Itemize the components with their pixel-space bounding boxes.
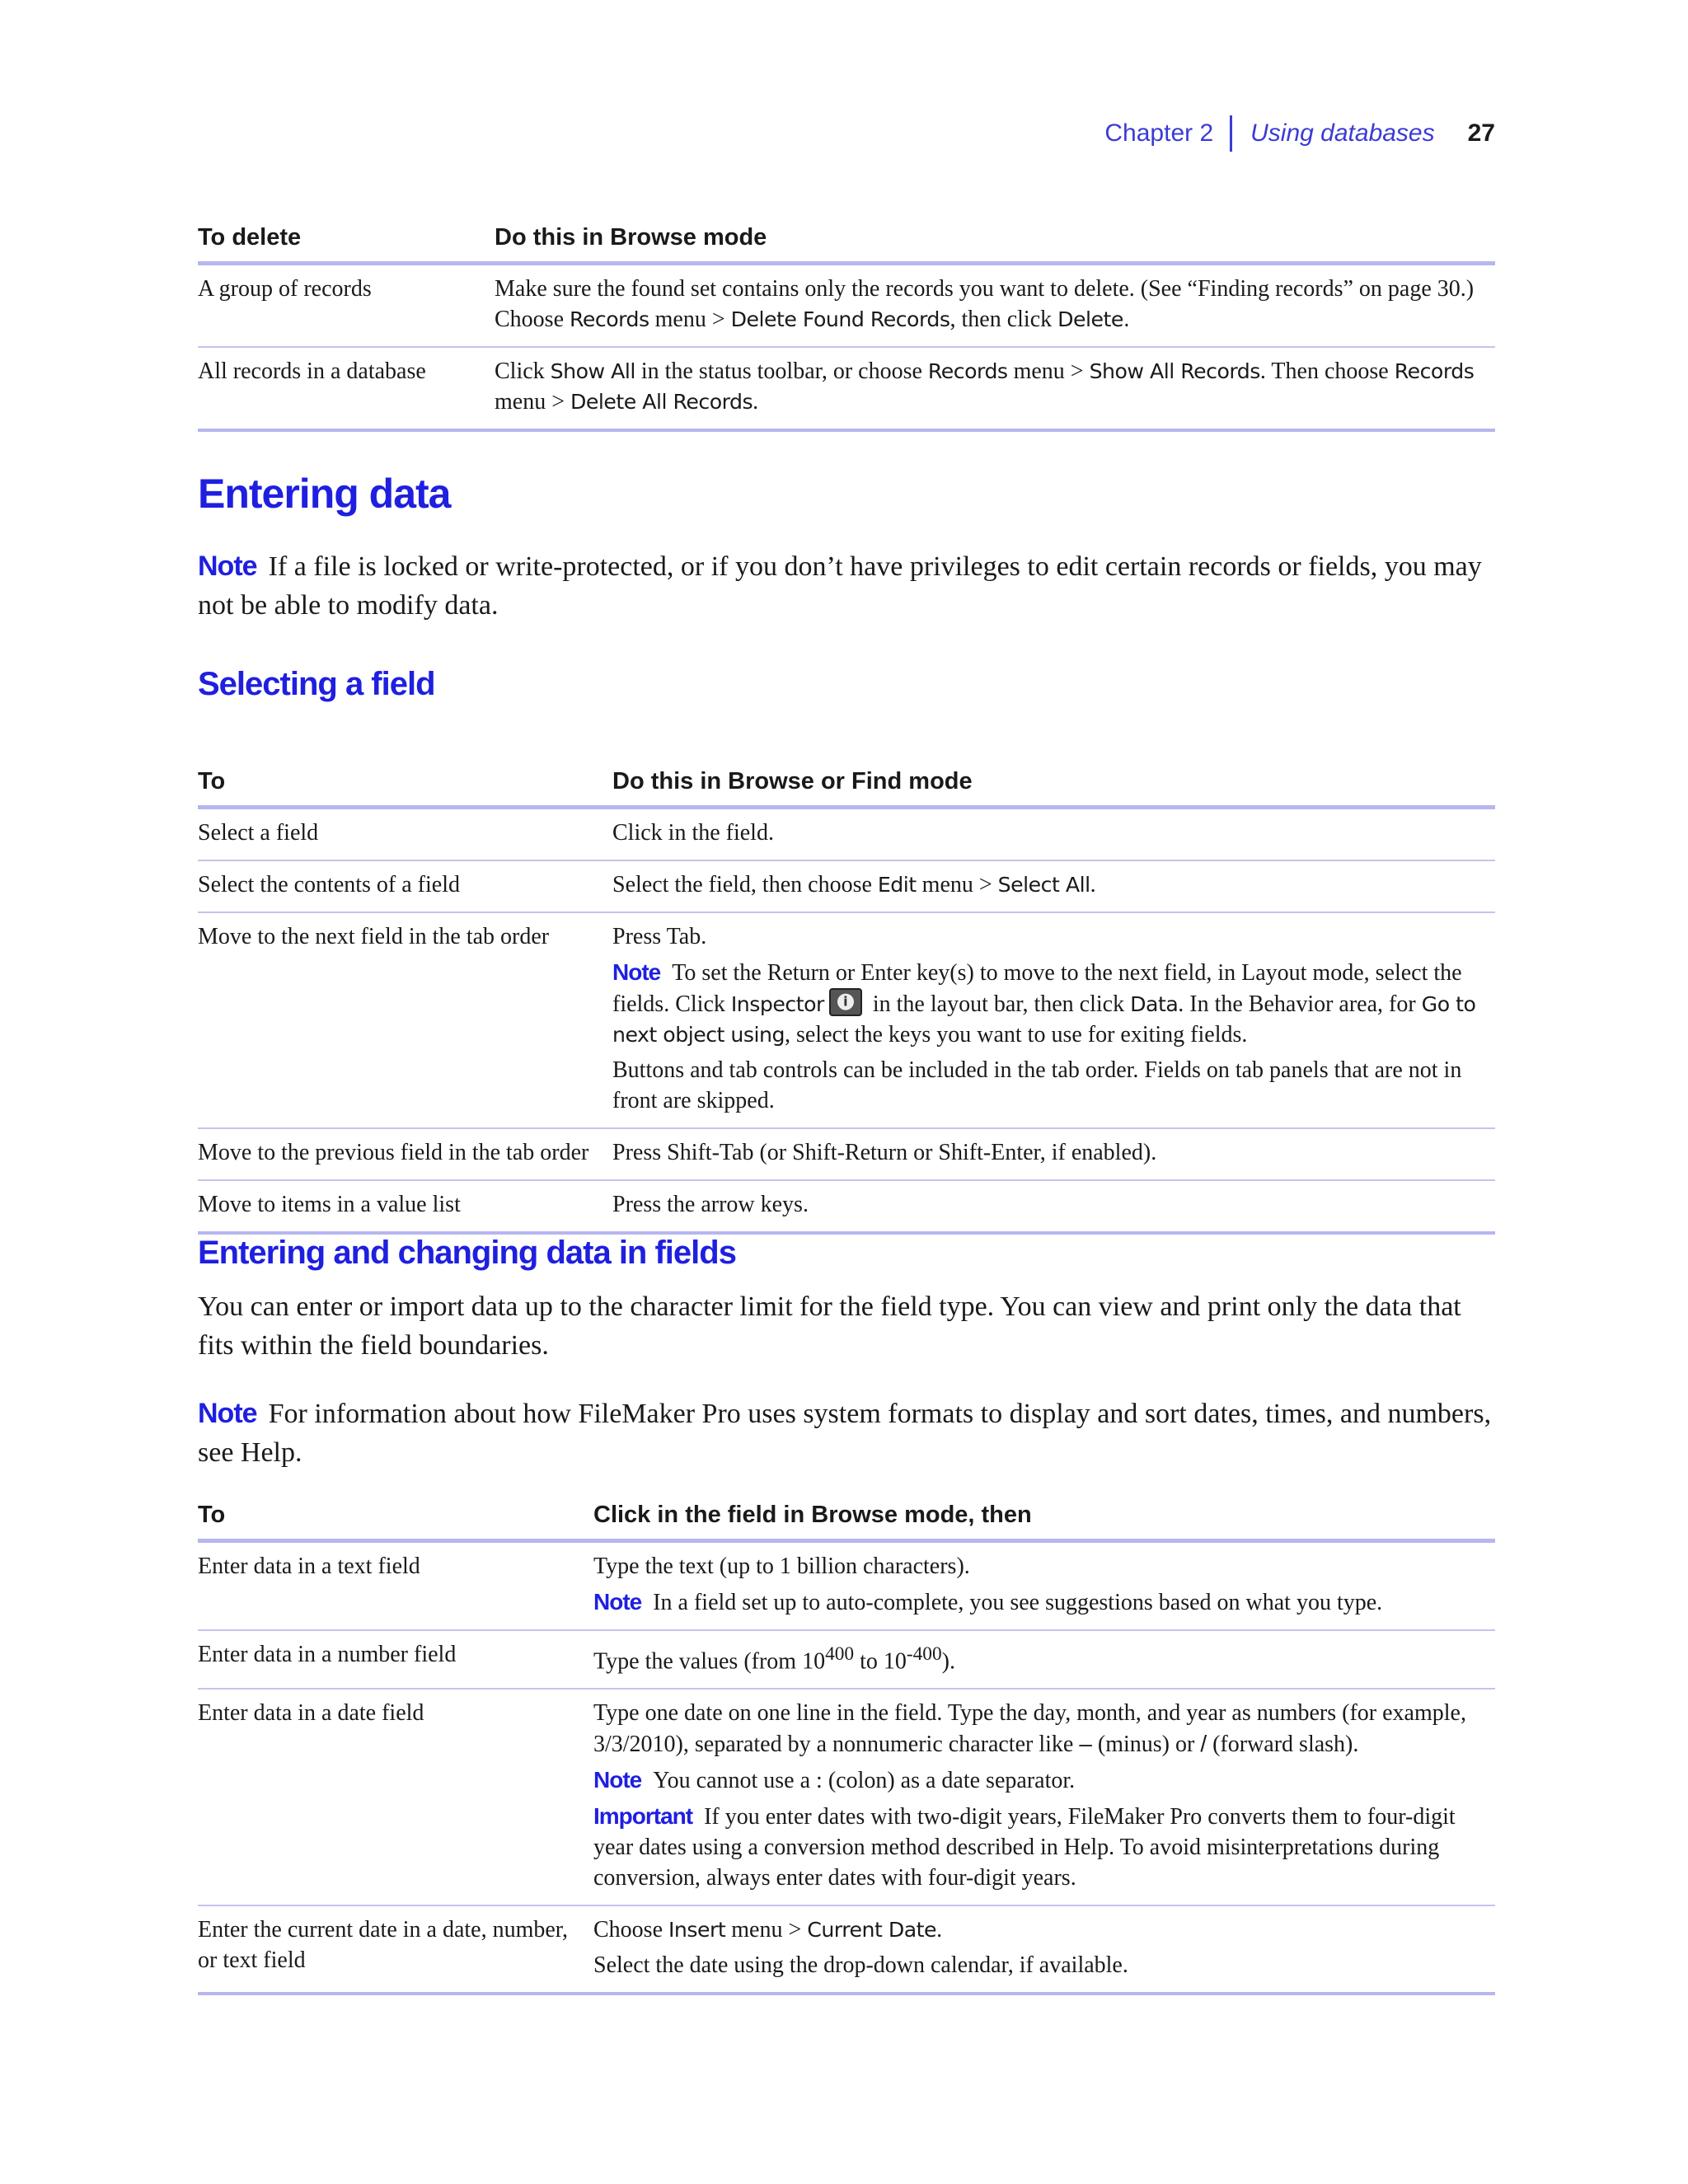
table-row [198,1541,1495,1631]
ui-term: Records [570,307,649,331]
cell-text [593,1915,1487,1945]
cell-text: , then click [950,307,1058,332]
note-text: If a file is locked or write-protected, or if you don’t have privileges to edit certain records or fields, you may not be able to modify data. [198,551,1482,621]
cell-text: (minus) or [1091,1732,1201,1758]
table-header-row [198,766,1495,808]
table-header-row [198,1500,1495,1541]
entering-data-table [198,1500,1495,1995]
table-cell: Enter data in a date field [198,1689,593,1905]
chapter-title: Using databases [1250,120,1435,147]
ui-term: – [1079,1731,1092,1757]
cell-text: . [753,389,759,415]
table-cell [593,1905,1495,1994]
cell-text: to 10 [854,1648,907,1675]
cell-text: (forward slash). [1207,1732,1359,1758]
chapter-label: Chapter 2 [1104,120,1214,147]
inspector-icon [829,988,862,1016]
table-cell [593,1630,1495,1689]
cell-text: in the status toolbar, or choose [635,359,928,384]
ui-term: / [1200,1731,1207,1757]
cell-text: Type the text (up to 1 billion characters). [593,1554,970,1579]
note-label: Note [593,1589,642,1615]
table-row [198,1180,1495,1233]
column-header: To delete [198,223,495,264]
cell-text: Type the values (from 10 [593,1648,826,1675]
table-cell [612,912,1495,1128]
table-row [198,1128,1495,1180]
ui-term: Show All Records [1089,359,1260,383]
column-header: Do this in Browse mode [495,223,1495,264]
cell-text: menu > [725,1917,808,1943]
table-cell: Move to the next field in the tab order [198,912,612,1128]
note-text: For information about how FileMaker Pro uses system formats to display and sort dates, times, and numbers, see Help. [198,1399,1492,1468]
superscript: -400 [906,1643,942,1665]
subsection-heading: Entering and changing data in fields [198,1235,736,1271]
important-label: Important [593,1803,693,1830]
cell-text: . In the Behavior area, for [1178,991,1422,1017]
column-header: To [198,1500,593,1541]
table-cell: Select the contents of a field [198,860,612,912]
cell-text: You cannot use a : (colon) as a date separator. [653,1768,1076,1794]
table-cell: Move to items in a value list [198,1180,612,1233]
table-cell [593,1541,1495,1631]
cell-text: menu > [649,307,731,332]
table-cell: Press Shift-Tab (or Shift-Return or Shift-Enter, if enabled). [612,1128,1495,1180]
table-row [198,1905,1495,1994]
table-cell: Enter data in a text field [198,1541,593,1631]
table-cell: Press the arrow keys. [612,1180,1495,1233]
cell-text: Type one date on one line in the field. Type the day, month, and year as numbers (for example, 3/3/2010), separated by a nonnumeric character like [593,1700,1466,1758]
ui-term: Current Date [807,1918,937,1943]
table-cell [495,347,1495,430]
table-cell: Enter data in a number field [198,1630,593,1689]
subsection-heading: Selecting a field [198,666,435,702]
cell-text: in the layout bar, then click [866,991,1131,1017]
cell-text: . [1090,872,1096,898]
table-header-row [198,223,1495,264]
ui-term: Inspector [730,992,824,1016]
selecting-field-table [198,766,1495,1235]
table-cell: A group of records [198,264,495,348]
page-number: 27 [1467,120,1495,147]
table-cell [593,1689,1495,1905]
note-paragraph [198,547,1495,625]
ui-term: Delete All Records [570,390,753,414]
cell-text [593,1698,1487,1760]
table-row [198,860,1495,912]
delete-table [198,223,1495,432]
inline-note [612,957,1487,1050]
table-row [198,1630,1495,1689]
table-row [198,1689,1495,1905]
superscript: 400 [825,1643,855,1665]
column-header: To [198,766,612,808]
table-cell: All records in a database [198,347,495,430]
cell-text: Buttons and tab controls can be included in the tab order. Fields on tab panels that are not in front are skipped. [612,1057,1462,1113]
note-label: Note [593,1767,642,1793]
inline-note [593,1586,1487,1618]
cell-text: . [936,1917,943,1943]
table-cell: Move to the previous field in the tab order [198,1128,612,1180]
cell-text: menu > [1007,359,1090,384]
table-cell [495,264,1495,348]
cell-text: menu > [495,389,570,415]
inline-important [593,1801,1487,1893]
cell-text: If you enter dates with two-digit years, FileMaker Pro converts them to four-digit year dates using a conversion method described in Help. To avoid misinterpretations during conversion, always enter dates with four-digit years. [593,1804,1456,1891]
section-heading: Entering data [198,471,451,517]
column-header: Click in the field in Browse mode, then [593,1500,1495,1541]
cell-text: Choose [593,1917,668,1943]
ui-term: Go to next object using [612,992,1476,1047]
note-label: Note [198,551,257,582]
ui-term: Edit [877,873,917,897]
intro-paragraph: You can enter or import data up to the character limit for the field type. You can view and print only the data that fits within the field boundaries. [198,1291,1461,1361]
table-cell: Select a field [198,808,612,861]
column-header: Do this in Browse or Find mode [612,766,1495,808]
cell-text: , select the keys you want to use for exiting fields. [784,1022,1248,1047]
table-row [198,347,1495,430]
header-divider [1230,115,1232,152]
cell-text: Click [495,359,551,384]
cell-text: Select the field, then choose [612,872,878,898]
ui-term: Select All [997,873,1090,897]
ui-term: Show All [550,359,635,383]
cell-text: menu > [916,872,998,898]
cell-text: Select the date using the drop-down calendar, if available. [593,1952,1128,1979]
ui-term: Delete. [1057,307,1130,331]
note-label: Note [198,1398,257,1429]
ui-term: Records [1394,359,1475,383]
note-label: Note [612,959,661,985]
cell-text: Make sure the found set contains only the records you want to delete. (See “Finding records” on page 30.) Choose [495,276,1475,332]
ui-term: Insert [668,1918,726,1943]
ui-term: Data [1130,992,1179,1016]
table-cell: Enter the current date in a date, number, or text field [198,1905,593,1994]
running-header [1104,115,1495,152]
table-row [198,912,1495,1128]
cell-text: ). [941,1648,955,1675]
table-cell [612,860,1495,912]
cell-text: In a field set up to auto-complete, you see suggestions based on what you type. [653,1590,1383,1615]
cell-text: . Then choose [1259,359,1395,384]
table-row [198,264,1495,348]
cell-text: To set the Return or Enter key(s) to move to the next field, in Layout mode, select the fields. Click [612,960,1462,1017]
cell-text: Press Tab. [612,924,707,949]
ui-term: Records [927,359,1008,383]
table-cell: Click in the field. [612,808,1495,861]
ui-term: Delete Found Records [730,307,950,331]
inline-note [593,1765,1487,1796]
note-paragraph [198,1394,1495,1472]
table-row [198,808,1495,861]
